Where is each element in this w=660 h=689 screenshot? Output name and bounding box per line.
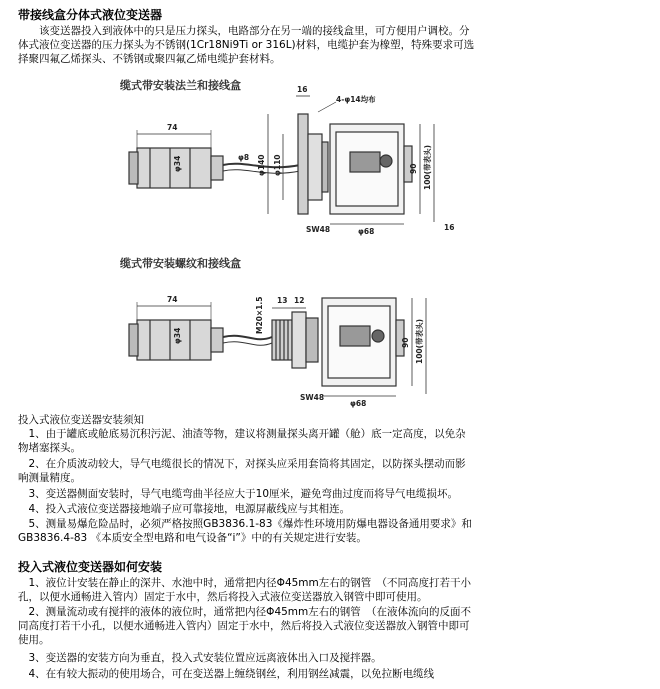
notes-heading: 投入式液位变送器安装须知 bbox=[18, 414, 144, 426]
install-line-5: 使用。 bbox=[18, 634, 50, 646]
dim-flange-outer: φ140 bbox=[257, 154, 266, 176]
dim-thread-size: M20×1.5 bbox=[255, 296, 264, 334]
note-line-7: 5、测量易爆危险品时，必须严格按照GB3836.1-83《爆炸性环境用防爆电器设备通用要求》和 bbox=[18, 518, 472, 530]
dim-probe-diameter: φ34 bbox=[173, 155, 182, 172]
intro-line-2: 体式液位变送器的压力探头为不锈钢(1Cr18Ni9Ti or 316L)材料，电缆护套为橡塑，特殊要求可选 bbox=[18, 39, 475, 51]
dim-box-height: 90 bbox=[409, 163, 418, 174]
install-line-1: 1、液位计安装在静止的深井、水池中时，通常把内径Φ45mm左右的钢管 （不同高度打若干小 bbox=[18, 577, 472, 589]
install-line-4: 同高度打若干小孔，以便水通畅进入管内）固定于水中，然后将投入式液位变送器放入钢管中即可 bbox=[18, 620, 470, 632]
intro-line-3: 择聚四氟乙烯探头、不锈钢或聚四氟乙烯电缆护套材料。 bbox=[18, 53, 281, 65]
install-line-7: 4、在有较大振动的使用场合，可在变送器上缠绕钢丝，利用钢丝减震，以免拉断电缆线 bbox=[18, 668, 435, 680]
install-line-3: 2、测量流动或有搅拌的液体的液位时，通常把内径Φ45mm左右的钢管 （在液体流向的反面不 bbox=[18, 606, 472, 618]
dim-thread-length: 13 bbox=[277, 296, 288, 305]
dim-length: 74 bbox=[167, 123, 178, 132]
dim-box-height-meter: 100(带表头) bbox=[423, 144, 432, 190]
dim-flange-thickness: 16 bbox=[297, 85, 308, 94]
dim-box-height-2: 90 bbox=[401, 337, 410, 348]
dim-cable-diameter: φ8 bbox=[238, 153, 250, 162]
note-line-1: 1、由于罐底或舱底易沉积污泥、油渣等物，建议将测量探头离开罐（舱）底一定高度，以免杂 bbox=[18, 428, 466, 440]
section-title-remote-box: 带接线盒分体式液位变送器 bbox=[18, 8, 163, 22]
note-line-2: 物堵塞探头。 bbox=[18, 442, 81, 454]
dim-wrench-size: SW48 bbox=[306, 225, 331, 234]
dim-nut-length: 12 bbox=[294, 296, 305, 305]
section-title-install: 投入式液位变送器如何安装 bbox=[18, 560, 163, 574]
dim-box-height-meter-2: 100(带表头) bbox=[415, 318, 424, 364]
dim-length-2: 74 bbox=[167, 295, 178, 304]
mounting-flange bbox=[298, 114, 308, 214]
note-line-3: 2、在介质波动较大，导气电缆很长的情况下，对探头应采用套筒将其固定，以防探头摆动而影 bbox=[18, 458, 466, 470]
dim-probe-diameter-2: φ34 bbox=[173, 327, 182, 344]
dim-box-diameter-2: φ68 bbox=[350, 399, 367, 408]
note-line-4: 响测量精度。 bbox=[18, 472, 81, 484]
note-line-6: 4、投入式液位变送器接地端子应可靠接地，电源屏蔽线应与其相连。 bbox=[18, 503, 351, 515]
figure2-caption: 缆式带安装螺纹和接线盒 bbox=[120, 257, 241, 270]
figure-flange-drawing bbox=[0, 72, 660, 242]
thread-fitting bbox=[272, 320, 292, 360]
dim-bolt-holes: 4-φ14均布 bbox=[336, 95, 376, 104]
figure1-caption: 缆式带安装法兰和接线盒 bbox=[120, 79, 241, 92]
note-line-8: GB3836.4-83 《本质安全型电路和电气设备“i”》中的有关规定进行安装。 bbox=[18, 532, 367, 544]
intro-line-1: 该变送器投入到液体中的只是压力探头，电路部分在另一端的接线盒里，可方便用户调校。分 bbox=[18, 25, 470, 37]
dim-box-diameter: φ68 bbox=[358, 227, 375, 236]
dim-flange-bolt: φ110 bbox=[273, 154, 282, 176]
install-line-6: 3、变送器的安装方向为垂直，投入式安装位置应远离液体出入口及搅拌器。 bbox=[18, 652, 382, 664]
figure-thread-drawing bbox=[0, 248, 660, 413]
note-line-5: 3、变送器侧面安装时，导气电缆弯曲半径应大于10厘米，避免弯曲过度而将导气电缆损坏。 bbox=[18, 488, 459, 500]
dim-wrench-size-2: SW48 bbox=[300, 393, 325, 402]
dim-side-thickness: 16 bbox=[444, 223, 455, 232]
install-line-2: 孔，以便水通畅进入管内）固定于水中，然后将投入式液位变送器放入钢管中即可使用。 bbox=[18, 591, 428, 603]
